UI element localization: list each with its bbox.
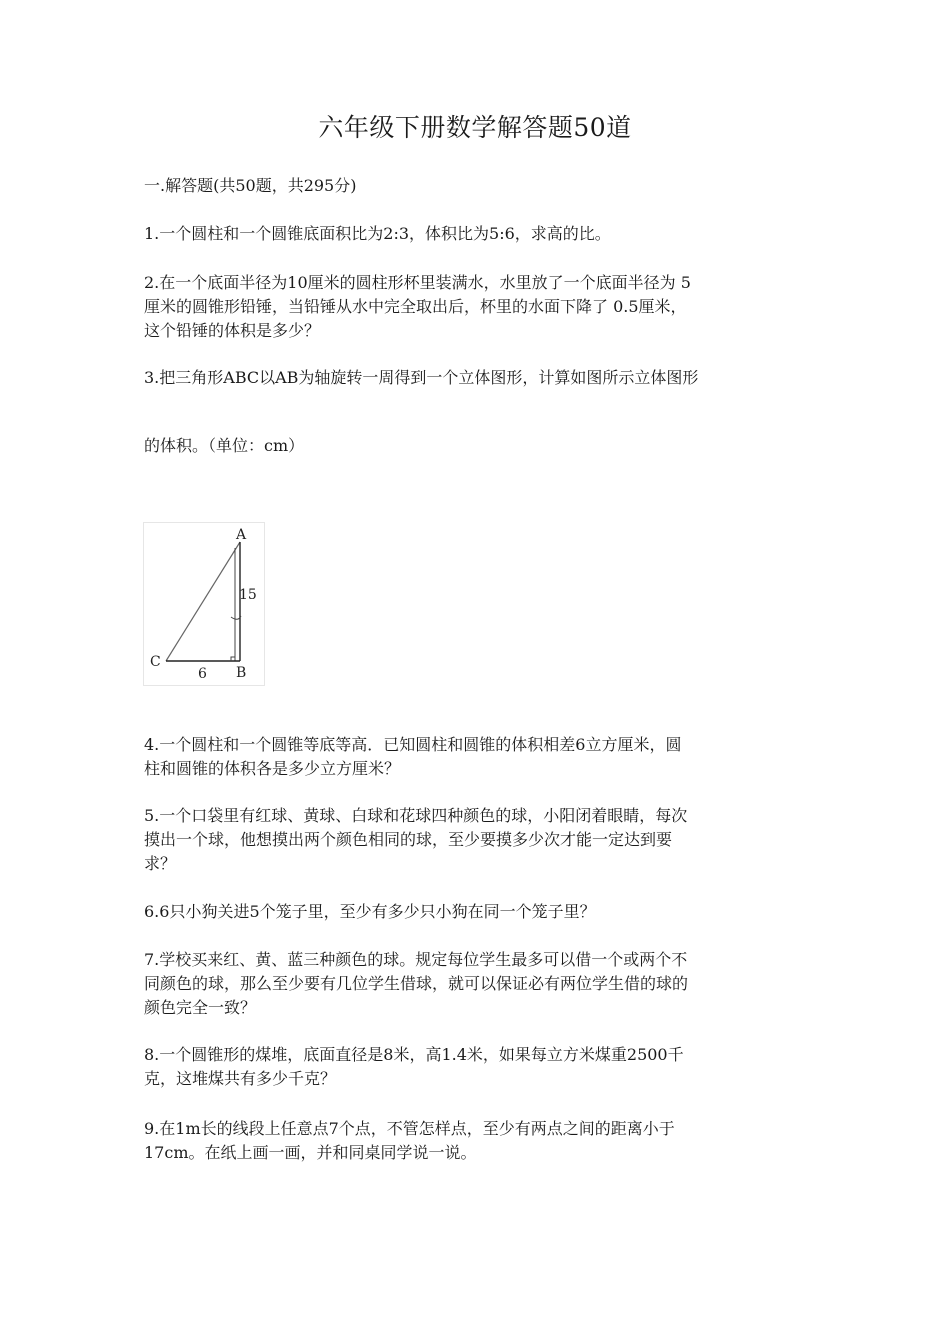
- question-7-line-1: 7.学校买来红、黄、蓝三种颜色的球。规定每位学生最多可以借一个或两个不: [144, 950, 688, 969]
- question-7-line-2: 同颜色的球，那么至少要有几位学生借球，就可以保证必有两位学生借的球的: [144, 974, 689, 993]
- question-8-line-2: 克，这堆煤共有多少千克？: [144, 1069, 337, 1088]
- triangle-figure: [143, 522, 265, 686]
- vertex-b-label: B: [236, 665, 247, 681]
- triangle-diagram: [143, 522, 265, 686]
- question-6: 6.6只小狗关进5个笼子里，至少有多少只小狗在同一个笼子里？: [144, 902, 596, 921]
- vertex-a-label: A: [236, 527, 247, 543]
- hypotenuse-ac: [166, 542, 240, 661]
- question-3-line-1: 3.把三角形ABC以AB为轴旋转一周得到一个立体图形，计算如图所示立体图形: [144, 368, 699, 387]
- question-4-line-1: 4.一个圆柱和一个圆锥等底等高．已知圆柱和圆锥的体积相差6立方厘米，圆: [144, 735, 682, 754]
- question-2-line-2: 厘米的圆锥形铅锤，当铅锤从水中完全取出后，杯里的水面下降了 0.5厘米，: [144, 297, 687, 316]
- question-7-line-3: 颜色完全一致？: [144, 998, 257, 1017]
- question-9-line-1: 9.在1m长的线段上任意点7个点，不管怎样点，至少有两点之间的距离小于: [144, 1119, 675, 1138]
- question-4: [144, 733, 806, 781]
- document-title: 六年级下册数学解答题50道: [318, 113, 632, 142]
- question-9: [144, 1117, 806, 1165]
- height-label: 15: [239, 587, 257, 603]
- question-5-line-1: 5.一个口袋里有红球、黄球、白球和花球四种颜色的球，小阳闭着眼睛，每次: [144, 806, 688, 825]
- question-7: [144, 948, 806, 1020]
- question-5-line-2: 摸出一个球，他想摸出两个颜色相同的球，至少要摸多少次才能一定达到要: [144, 830, 673, 849]
- question-8: [144, 1043, 806, 1091]
- question-8-line-1: 8.一个圆锥形的煤堆，底面直径是8米，高1.4米，如果每立方米煤重2500千: [144, 1045, 684, 1064]
- question-2: [144, 271, 806, 343]
- section-heading: 一.解答题(共50题，共295分): [144, 176, 357, 195]
- vertex-c-label: C: [150, 654, 161, 670]
- question-4-line-2: 柱和圆锥的体积各是多少立方厘米？: [144, 759, 401, 778]
- question-5: [144, 804, 806, 876]
- question-2-line-1: 2.在一个底面半径为10厘米的圆柱形杯里装满水，水里放了一个底面半径为 5: [144, 273, 691, 292]
- base-label: 6: [198, 666, 207, 682]
- question-5-line-3: 求？: [144, 854, 177, 873]
- question-3-line-2: 的体积。（单位：cm）: [144, 436, 305, 455]
- question-2-line-3: 这个铅锤的体积是多少？: [144, 321, 321, 340]
- question-1: 1.一个圆柱和一个圆锥底面积比为2:3，体积比为5:6，求高的比。: [144, 224, 611, 243]
- question-9-line-2: 17cm。在纸上画一画，并和同桌同学说一说。: [144, 1143, 477, 1162]
